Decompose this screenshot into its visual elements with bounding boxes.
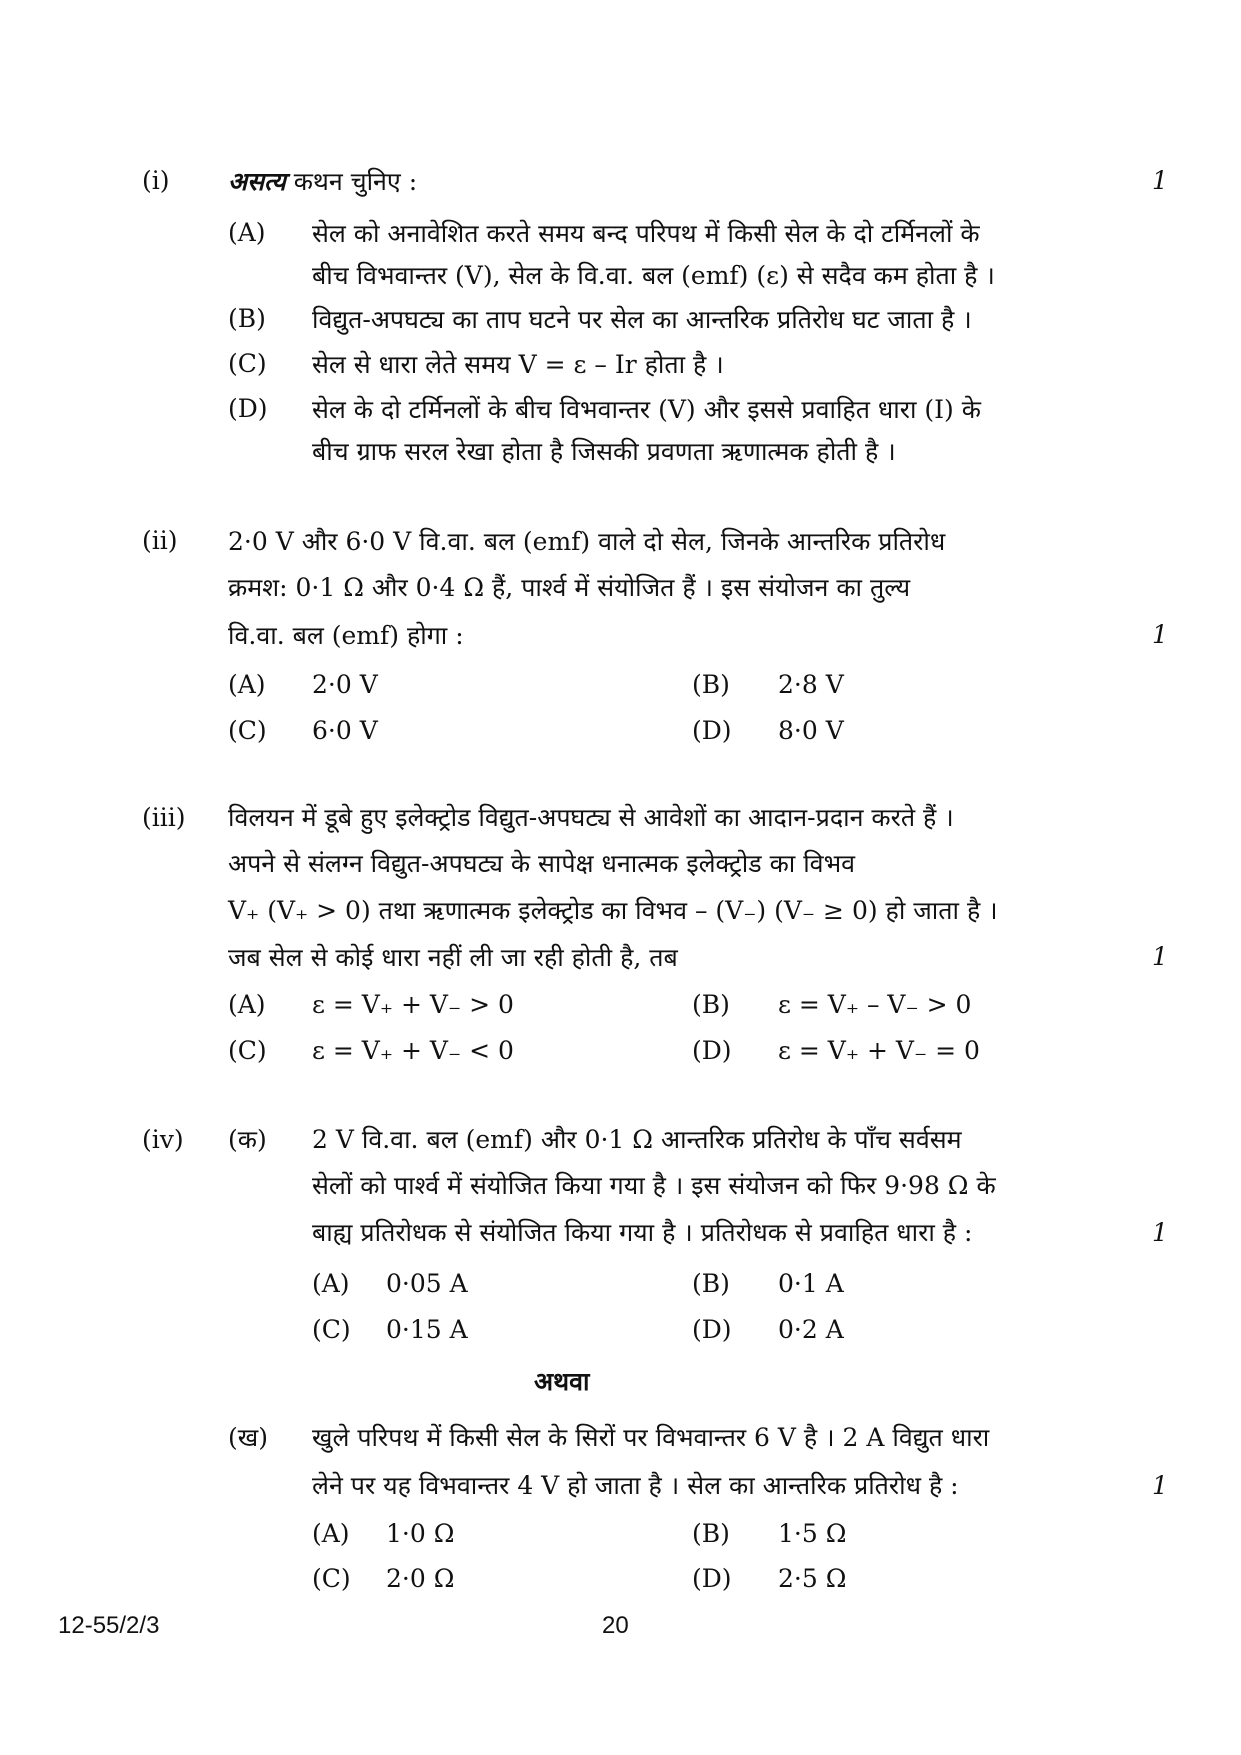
option-value: 1·0 Ω	[386, 1519, 455, 1548]
question-stem	[228, 164, 417, 198]
option-label: (B)	[692, 1269, 730, 1298]
option-label: (D)	[692, 1036, 732, 1065]
option-value: 6·0 V	[312, 716, 378, 745]
question-text: जब सेल से कोई धारा नहीं ली जा रही होती है, तब	[228, 943, 678, 972]
option-label: (B)	[692, 990, 730, 1019]
option-text: बीच ग्राफ सरल रेखा होता है जिसकी प्रवणता ऋणात्मक होती है ।	[312, 437, 896, 466]
question-text: 2·0 V और 6·0 V वि.वा. बल (emf) वाले दो सेल, जिनके आन्तरिक प्रतिरोध	[228, 527, 946, 556]
option-value: 2·0 V	[312, 670, 378, 699]
marks: 1	[1152, 1218, 1168, 1247]
question-number: (iv)	[142, 1125, 184, 1154]
option-label: (A)	[228, 218, 266, 247]
question-text: बाह्य प्रतिरोधक से संयोजित किया गया है । प्रतिरोधक से प्रवाहित धारा है :	[312, 1218, 973, 1247]
stem-emphasis: असत्य	[228, 167, 286, 196]
question-text: विलयन में डूबे हुए इलेक्ट्रोड विद्युत-अपघट्य से आवेशों का आदान-प्रदान करते हैं ।	[228, 803, 954, 832]
option-label: (D)	[228, 394, 268, 423]
option-value: 2·0 Ω	[386, 1564, 455, 1593]
marks: 1	[1152, 942, 1168, 971]
question-text: वि.वा. बल (emf) होगा :	[228, 621, 464, 650]
question-text: V₊ (V₊ > 0) तथा ऋणात्मक इलेक्ट्रोड का विभव – (V₋) (V₋ ≥ 0) हो जाता है ।	[228, 896, 998, 925]
option-label: (B)	[228, 304, 266, 333]
question-number: (iii)	[142, 803, 186, 832]
option-value: 0·2 A	[778, 1315, 844, 1344]
option-label: (C)	[228, 349, 267, 378]
option-text: विद्युत-अपघट्य का ताप घटने पर सेल का आन्तरिक प्रतिरोध घट जाता है ।	[312, 305, 972, 334]
option-label: (A)	[228, 990, 266, 1019]
question-text: खुले परिपथ में किसी सेल के सिरों पर विभवान्तर 6 V है । 2 A विद्युत धारा	[312, 1423, 990, 1452]
question-text: लेने पर यह विभवान्तर 4 V हो जाता है । सेल का आन्तरिक प्रतिरोध है :	[312, 1471, 959, 1500]
question-text: सेलों को पार्श्व में संयोजित किया गया है । इस संयोजन को फिर 9·98 Ω के	[312, 1171, 996, 1200]
option-value: ε = V₊ – V₋ > 0	[778, 990, 972, 1019]
question-text: अपने से संलग्न विद्युत-अपघट्य के सापेक्ष धनात्मक इलेक्ट्रोड का विभव	[228, 849, 856, 878]
question-number: (i)	[142, 166, 170, 195]
or-separator: अथवा	[534, 1367, 590, 1396]
option-label: (B)	[692, 670, 730, 699]
marks: 1	[1152, 1471, 1168, 1500]
option-label: (A)	[228, 670, 266, 699]
sub-question-label: (क)	[228, 1125, 267, 1154]
option-text: बीच विभवान्तर (V), सेल के वि.वा. बल (emf) (ε) से सदैव कम होता है ।	[312, 261, 995, 290]
option-label: (D)	[692, 1564, 732, 1593]
option-value: 0·1 A	[778, 1269, 844, 1298]
option-label: (A)	[312, 1519, 350, 1548]
option-value: 2·8 V	[778, 670, 844, 699]
paper-code: 12-55/2/3	[58, 1612, 160, 1639]
option-label: (C)	[312, 1315, 351, 1344]
option-value: ε = V₊ + V₋ = 0	[778, 1036, 980, 1065]
option-value: 8·0 V	[778, 716, 844, 745]
option-label: (C)	[228, 1036, 267, 1065]
option-label: (C)	[312, 1564, 351, 1593]
sub-question-label: (ख)	[228, 1423, 268, 1452]
marks: 1	[1152, 620, 1168, 649]
option-value: 0·05 A	[386, 1269, 468, 1298]
option-label: (A)	[312, 1269, 350, 1298]
option-text: सेल से धारा लेते समय V = ε – Ir होता है ।	[312, 350, 724, 379]
option-text: सेल के दो टर्मिनलों के बीच विभवान्तर (V) और इससे प्रवाहित धारा (I) के	[312, 395, 981, 424]
option-label: (B)	[692, 1519, 730, 1548]
option-label: (D)	[692, 1315, 732, 1344]
marks: 1	[1152, 166, 1168, 195]
page-number: 20	[602, 1612, 629, 1639]
option-label: (D)	[692, 716, 732, 745]
option-value: ε = V₊ + V₋ < 0	[312, 1036, 514, 1065]
option-text: सेल को अनावेशित करते समय बन्द परिपथ में किसी सेल के दो टर्मिनलों के	[312, 219, 980, 248]
option-label: (C)	[228, 716, 267, 745]
stem-text: कथन चुनिए :	[285, 167, 418, 196]
question-number: (ii)	[142, 526, 178, 555]
option-value: 0·15 A	[386, 1315, 468, 1344]
option-value: ε = V₊ + V₋ > 0	[312, 990, 514, 1019]
option-value: 2·5 Ω	[778, 1564, 847, 1593]
option-value: 1·5 Ω	[778, 1519, 847, 1548]
question-text: 2 V वि.वा. बल (emf) और 0·1 Ω आन्तरिक प्रतिरोध के पाँच सर्वसम	[312, 1125, 962, 1154]
question-text: क्रमश: 0·1 Ω और 0·4 Ω हैं, पार्श्व में संयोजित हैं । इस संयोजन का तुल्य	[228, 573, 911, 602]
